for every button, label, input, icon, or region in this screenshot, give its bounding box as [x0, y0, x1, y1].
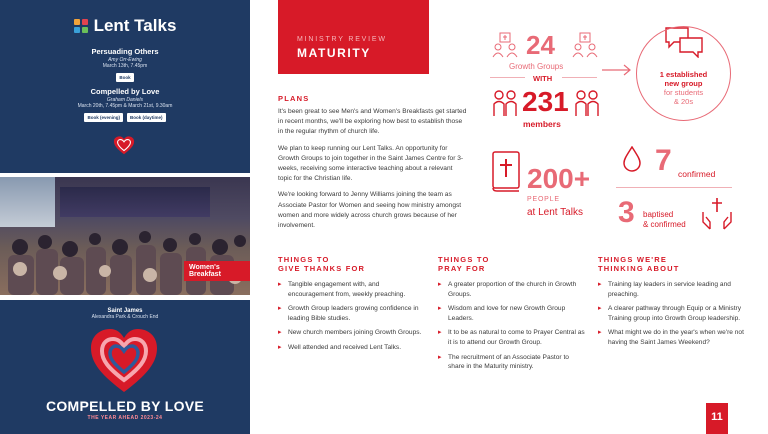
arrow-right-icon: [602, 64, 632, 76]
ministry-review-header: [278, 0, 429, 74]
new-group-line4: & 20s: [673, 97, 694, 106]
new-group-line1: 1 established: [659, 70, 708, 79]
lent-talks-title-row: [0, 16, 250, 36]
list-item: ▸ A clearer pathway through Equip or a Ministry Training group into Growth Group leadership.: [598, 304, 746, 323]
saint-james-logo: [0, 308, 250, 320]
list-item: ▸ Well attended and received Lent Talks.: [278, 343, 426, 353]
ministry-review-title: MATURITY: [297, 46, 371, 60]
people-icon: [492, 90, 518, 118]
new-group-circle: [636, 26, 731, 121]
ministry-review-label: MINISTRY REVIEW: [297, 36, 387, 43]
event-date: March 20th, 7.45pm & March 21st, 9.30am: [77, 103, 173, 109]
lent-talks-poster: [0, 0, 250, 173]
people-bible-icon: [572, 32, 598, 58]
water-drop-icon: [622, 146, 642, 172]
baptised-number: 3: [618, 196, 635, 229]
bible-icon: [489, 150, 523, 192]
lent-event-2: [0, 87, 250, 122]
event-speaker: Graham Daniels: [106, 97, 144, 103]
baptised-label-line1: baptised: [643, 210, 674, 219]
plans-paragraph: We're looking forward to Jenny Williams joining the team as Associate Pastor for Women and seeing how ministry amongst women and more widely across church grows because of her involvement.: [278, 191, 462, 230]
event-name: Compelled by Love: [90, 87, 160, 96]
baptised-label: [643, 210, 686, 230]
list-item: ▸ Training lay leaders in service leading and preaching.: [598, 280, 746, 299]
list-item: ▸ What might we do in the year's when we're not having the Saint James Weekend?: [598, 328, 746, 347]
list-item: ▸ Growth Group leaders growing confidence in leading Bible studies.: [278, 304, 426, 323]
members-label: members: [523, 119, 561, 129]
lent-event-1: [0, 47, 250, 82]
book-evening-button[interactable]: Book (evening): [84, 113, 123, 122]
book-daytime-button[interactable]: Book (daytime): [127, 113, 166, 122]
with-label: WITH: [533, 74, 553, 83]
plans-section: [278, 94, 468, 231]
growth-groups-number: 24: [526, 30, 555, 60]
lent-talks-title: Lent Talks: [93, 16, 177, 35]
column-heading-line2: PRAY FOR: [438, 264, 486, 273]
book-button[interactable]: Book: [116, 73, 133, 82]
hands-cross-icon: [700, 196, 734, 230]
event-date: March 13th, 7.45pm: [102, 63, 148, 69]
column-heading-line1: THINGS TO: [278, 255, 330, 264]
column-heading-line1: THINGS WE'RE: [598, 255, 668, 264]
womens-breakfast-badge: Women's Breakfast: [184, 261, 250, 281]
people-icon: [574, 90, 600, 118]
list-item: ▸ It to be as natural to come to Prayer Central as it is to attend our Growth Group.: [438, 328, 586, 347]
column-heading-line1: THINGS TO: [438, 255, 490, 264]
members-number: 231: [522, 86, 569, 117]
list-item: ▸ Wisdom and love for new Growth Group Leaders.: [438, 304, 586, 323]
list-item: ▸ The recruitment of an Associate Pastor to share in the Maturity ministry.: [438, 353, 586, 372]
list-item: ▸ Tangible engagement with, and encouragement from, weekly preaching.: [278, 280, 426, 299]
list-item: ▸ New church members joining Growth Groups.: [278, 328, 426, 338]
year-ahead-subtitle: THE YEAR AHEAD 2023-24: [87, 415, 163, 421]
people-bible-icon: [492, 32, 518, 58]
column-heading-line2: THINKING ABOUT: [598, 264, 680, 273]
confirmed-number: 7: [655, 144, 672, 177]
thinking-about-column: [598, 255, 746, 353]
heart-icon: [113, 135, 135, 157]
divider: [616, 187, 732, 188]
pray-for-column: [438, 255, 586, 377]
church-subtitle: Alexandra Park & Crouch End: [91, 314, 159, 320]
divider: [490, 77, 525, 78]
event-speaker: Amy Orr-Ewing: [108, 57, 142, 63]
plans-paragraph: It's been great to see Men's and Women's Breakfasts get started in recent months, we'll be exploring how best to establish those in the regular rhythm of church life.: [278, 108, 467, 136]
confirmed-label: confirmed: [678, 169, 716, 179]
compelled-by-love-cover: [0, 300, 250, 434]
lent-talks-label: at Lent Talks: [527, 207, 583, 218]
compelled-by-love-title: COMPELLED BY LOVE: [45, 398, 205, 414]
plans-heading: PLANS: [278, 94, 310, 103]
list-item: ▸ A greater proportion of the church in Growth Groups.: [438, 280, 586, 299]
heart-icon: [88, 326, 160, 396]
church-name: Saint James: [107, 308, 143, 314]
give-thanks-column: [278, 255, 426, 358]
event-name: Persuading Others: [91, 47, 159, 56]
left-image-column: [0, 0, 250, 434]
baptised-label-line2: & confirmed: [643, 220, 686, 229]
page-number: 11: [706, 403, 728, 434]
plans-paragraph: We plan to keep running our Lent Talks. An opportunity for Growth Groups to join together in the Saint James Centre for 3-weeks, receiving some interactive teaching about a relevant topic for the Christian life.: [278, 144, 464, 183]
new-group-line2: new group: [664, 79, 703, 88]
cross-logo-icon: [74, 19, 88, 33]
people-label: PEOPLE: [527, 196, 560, 203]
people-number: 200+: [527, 163, 591, 194]
new-group-line3: for students: [663, 88, 704, 97]
divider: [562, 77, 597, 78]
growth-groups-label: Growth Groups: [509, 62, 564, 71]
column-heading-line2: GIVE THANKS FOR: [278, 264, 366, 273]
